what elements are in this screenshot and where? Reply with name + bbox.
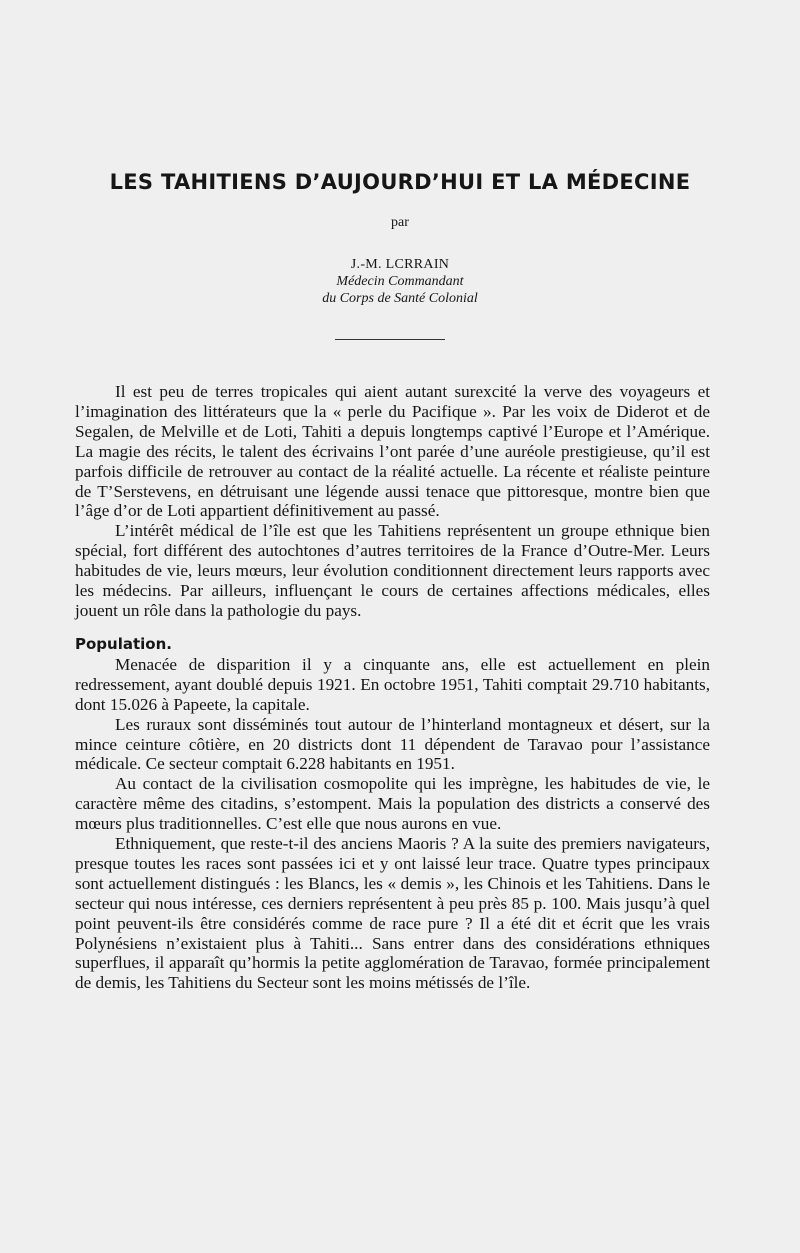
- title-divider: [335, 339, 445, 340]
- population-paragraph-1: Menacée de disparition il y a cinquante ans, elle est actuellement en plein redressement, ayant doublé depuis 1921. En octobre 1951, Tahiti comptait 29.710 habitants, dont 15.026 à Papeete, la capitale.: [75, 654, 710, 714]
- section-heading-population: Population.: [75, 634, 172, 653]
- article-title: LES TAHITIENS D’AUJOURD’HUI ET LA MÉDECINE: [109, 170, 691, 194]
- author-role-line-1: Médecin Commandant: [336, 274, 464, 289]
- article-body: [75, 382, 710, 993]
- population-paragraph-4: Ethniquement, que reste-t-il des anciens Maoris ? A la suite des premiers navigateurs, presque toutes les races sont passées ici et y ont laissé leur trace. Quatre types principaux sont actuellement distingués : les Blancs, les « demis », les Chinois et les Tahitiens. Dans le secteur qui nous intéresse, ces derniers représentent à peu près 85 p. 100. Mais jusqu’à quel point peuvent-ils être considérés comme de race pure ? Il a été dit et écrit que les vrais Polynésiens n’existaient plus à Tahiti... Sans entrer dans des considérations ethniques superflues, il apparaît qu’hormis la petite agglomération de Taravao, formée principalement de demis, les Tahitiens du Secteur sont les moins métissés de l’île.: [75, 834, 710, 993]
- author-role-line-2: du Corps de Santé Colonial: [322, 291, 478, 306]
- population-paragraph-2: Les ruraux sont disséminés tout autour de l’hinterland montagneux et désert, sur la mince ceinture côtière, en 20 districts dont 11 dépendent de Taravao pour l’assistance médicale. Ce secteur comptait 6.228 habitants en 1951.: [75, 714, 710, 774]
- author-name: J.-M. LCRRAIN: [350, 257, 450, 272]
- population-paragraph-3: Au contact de la civilisation cosmopolite qui les imprègne, les habitudes de vie, le caractère même des citadins, s’estompent. Mais la population des districts a conservé des mœurs plus traditionnelles. C’est elle que nous aurons en vue.: [75, 774, 710, 834]
- intro-paragraph-2: L’intérêt médical de l’île est que les Tahitiens représentent un groupe ethnique bien spécial, fort différent des autochtones d’autres territoires de la France d’Outre-Mer. Leurs habitudes de vie, leurs mœurs, leur évolution conditionnent directement leurs rapports avec les médecins. Par ailleurs, influençant le cours de certaines affections médicales, elles jouent un rôle dans la pathologie du pays.: [75, 521, 710, 620]
- intro-paragraph-1: Il est peu de terres tropicales qui aient autant surexcité la verve des voyageurs et l’imagination des littérateurs que la « perle du Pacifique ». Par les voix de Diderot et de Segalen, de Melville et de Loti, Tahiti a depuis longtemps captivé l’Europe et l’Amérique. La magie des récits, le talent des écrivains l’ont parée d’une auréole prestigieuse, qu’il est parfois difficile de retrouver au contact de la réalité actuelle. La récente et réaliste peinture de T’Serstevens, en détruisant une légende aussi tenace que pittoresque, montre bien que l’âge d’or de Loti appartient définitivement au passé.: [75, 382, 710, 521]
- byline: par: [391, 215, 409, 230]
